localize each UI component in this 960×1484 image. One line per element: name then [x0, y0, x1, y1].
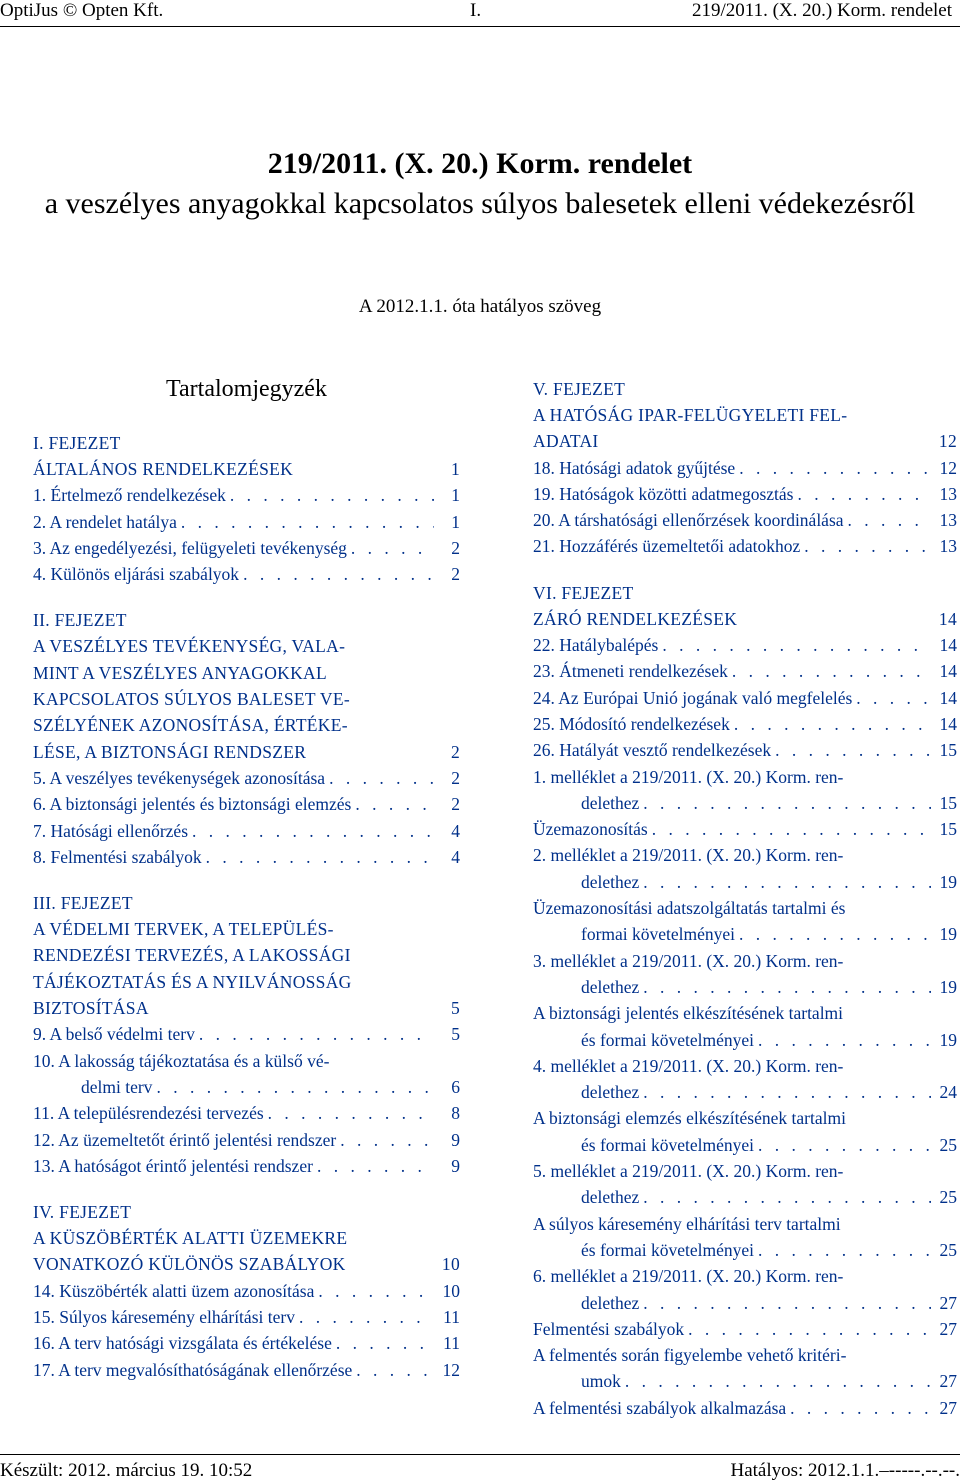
toc-entry-link[interactable] — [33, 535, 460, 561]
entry-page-number: 2 — [451, 767, 460, 788]
entry-label: és formai követelményei — [581, 1134, 754, 1155]
toc-entry-link[interactable] — [533, 1368, 957, 1394]
entry-label: 21. Hozzáférés üzemeltetői adatokhoz — [533, 536, 801, 557]
toc-entry-link[interactable]: 5. melléklet a 219/2011. (X. 20.) Korm. ren- — [533, 1161, 844, 1182]
entry-page-number: 15 — [939, 740, 957, 761]
entry-label: 15. Súlyos káresemény elhárítási terv — [33, 1307, 295, 1328]
title-line-1: 219/2011. (X. 20.) Korm. rendelet — [267, 147, 693, 180]
entry-label: Felmentési szabályok — [533, 1318, 685, 1339]
entry-label: delethez — [581, 871, 640, 892]
toc-entry-link[interactable]: 1. melléklet a 219/2011. (X. 20.) Korm. ren- — [533, 766, 844, 787]
dot-leader — [732, 658, 931, 684]
entry-page-number: 19 — [939, 924, 957, 945]
dot-leader — [848, 507, 931, 533]
entry-page-number: 27 — [939, 1397, 957, 1418]
toc-entry-link[interactable] — [33, 818, 460, 844]
entry-page-number: 14 — [939, 713, 957, 734]
toc-chapter — [33, 607, 460, 870]
dot-leader — [268, 1100, 434, 1126]
chapter-number-link[interactable]: III. FEJEZET — [33, 893, 133, 914]
toc-entry-link[interactable] — [533, 455, 957, 481]
entry-label: 7. Hatósági ellenőrzés — [33, 820, 189, 841]
entry-label: 6. A biztonsági jelentés és biztonsági elemzés — [33, 794, 352, 815]
toc-title: Tartalomjegyzék — [166, 376, 327, 402]
dot-leader — [739, 921, 931, 947]
entry-page-number: 5 — [451, 1024, 460, 1045]
toc-entry-link[interactable] — [533, 1316, 957, 1342]
entry-label: 2. A rendelet hatálya — [33, 511, 177, 532]
entry-page-number: 25 — [939, 1134, 957, 1155]
entry-label: 19. Hatóságok közötti adatmegosztás — [533, 483, 794, 504]
toc-entry-link[interactable] — [533, 816, 957, 842]
toc-entry-link[interactable] — [533, 711, 957, 737]
toc-entry-link[interactable] — [533, 1079, 957, 1105]
entry-label: 20. A társhatósági ellenőrzések koordinálása — [533, 510, 844, 531]
toc-entry-link[interactable] — [33, 561, 460, 587]
entry-label: delethez — [581, 792, 640, 813]
toc-entry-link[interactable]: 2. melléklet a 219/2011. (X. 20.) Korm. ren- — [533, 845, 844, 866]
entry-page-number: 14 — [939, 687, 957, 708]
chapter-title-text: A KÜSZÖBÉRTÉK ALATTI ÜZEMEKRE — [33, 1228, 348, 1249]
dot-leader — [340, 1127, 434, 1153]
entry-label: 18. Hatósági adatok gyűjtése — [533, 457, 736, 478]
dot-leader — [775, 737, 931, 763]
dot-leader — [192, 818, 434, 844]
chapter-title-text: A VÉDELMI TERVEK, A TELEPÜLÉS- — [33, 919, 334, 940]
chapter-page-number: 12 — [938, 431, 957, 452]
dot-leader — [804, 533, 931, 559]
dot-leader — [643, 974, 931, 1000]
dot-leader — [758, 1237, 931, 1263]
entry-label: 8. Felmentési szabályok — [33, 846, 202, 867]
toc-entry-link[interactable]: Üzemazonosítási adatszolgáltatás tartalmi és — [533, 898, 846, 919]
entry-label: 17. A terv megvalósíthatóságának ellenőrzése — [33, 1359, 353, 1380]
toc-entry-link[interactable]: 3. melléklet a 219/2011. (X. 20.) Korm. ren- — [533, 950, 844, 971]
dot-leader — [329, 765, 434, 791]
entry-label: A felmentési szabályok alkalmazása — [533, 1397, 787, 1418]
chapter-title-link[interactable] — [533, 402, 957, 428]
entry-label: 11. A településrendezési tervezés — [33, 1103, 264, 1124]
entry-page-number: 19 — [939, 871, 957, 892]
chapter-title-link[interactable] — [33, 686, 460, 712]
dot-leader — [856, 685, 931, 711]
toc-entry-link[interactable] — [533, 1132, 957, 1158]
toc-entry-link[interactable] — [33, 1021, 460, 1047]
chapter-title-text: SZÉLYÉNEK AZONOSÍTÁSA, ÉRTÉKE- — [33, 715, 348, 736]
entry-page-number: 9 — [451, 1155, 460, 1176]
dot-leader — [318, 1278, 434, 1304]
chapter-title-text: A HATÓSÁG IPAR-FELÜGYELETI FEL- — [533, 405, 848, 425]
entry-page-number: 19 — [939, 976, 957, 997]
toc-entry-link[interactable] — [33, 1304, 460, 1330]
dot-leader — [758, 1132, 931, 1158]
toc-chapter — [533, 580, 957, 1421]
toc-entry-link[interactable] — [33, 1074, 460, 1100]
toc-entry-link[interactable]: 4. melléklet a 219/2011. (X. 20.) Korm. ren- — [533, 1055, 844, 1076]
chapter-title-text: RENDEZÉSI TERVEZÉS, A LAKOSSÁGI — [33, 945, 351, 966]
toc-entry-link[interactable]: 10. A lakosság tájékoztatása és a külső vé- — [33, 1050, 330, 1071]
toc-entry-link[interactable]: A súlyos káresemény elhárítási terv tartalmi — [533, 1213, 841, 1234]
toc-chapter — [33, 430, 460, 587]
footer-effective: Hatályos: 2012.1.1.–-----.--.--. — [730, 1460, 960, 1481]
dot-leader — [734, 711, 931, 737]
dot-leader — [199, 1021, 434, 1047]
toc-entry-link[interactable] — [533, 869, 957, 895]
toc-entry-link[interactable] — [33, 791, 460, 817]
entry-page-number: 9 — [451, 1129, 460, 1150]
dot-leader — [230, 482, 434, 508]
entry-page-number: 27 — [939, 1371, 957, 1392]
entry-label: 1. Értelmező rendelkezések — [33, 485, 226, 506]
toc-entry-link[interactable] — [33, 1153, 460, 1179]
entry-page-number: 12 — [442, 1359, 460, 1380]
dot-leader — [643, 1184, 931, 1210]
dot-leader — [351, 535, 434, 561]
chapter-number-link[interactable]: VI. FEJEZET — [533, 582, 634, 603]
toc-entry-link[interactable] — [533, 533, 957, 559]
toc-entry-link[interactable]: A biztonsági elemzés elkészítésének tartalmi — [533, 1108, 846, 1129]
chapter-title-text: BIZTOSÍTÁSA — [33, 998, 149, 1019]
dot-leader — [643, 1079, 931, 1105]
toc-entry-link[interactable] — [533, 737, 957, 763]
entry-page-number: 1 — [451, 511, 460, 532]
dot-leader — [356, 1357, 434, 1383]
entry-page-number: 11 — [443, 1333, 460, 1354]
toc-entry-link[interactable] — [533, 1027, 957, 1053]
chapter-title-text: KAPCSOLATOS SÚLYOS BALESET VE- — [33, 689, 350, 710]
chapter-title-link[interactable] — [33, 995, 460, 1021]
toc-entry-link[interactable] — [33, 1330, 460, 1356]
chapter-title-link[interactable] — [33, 660, 460, 686]
chapter-title-text: MINT A VESZÉLYES ANYAGOKKAL — [33, 662, 327, 683]
toc-entry-link[interactable] — [33, 1127, 460, 1153]
entry-label: delmi terv — [81, 1076, 153, 1097]
entry-page-number: 6 — [451, 1076, 460, 1097]
entry-label: és formai követelményei — [581, 1029, 754, 1050]
toc-entry-link[interactable] — [33, 1357, 460, 1383]
entry-page-number: 2 — [451, 537, 460, 558]
entry-page-number: 12 — [939, 457, 957, 478]
entry-page-number: 25 — [939, 1239, 957, 1260]
toc-right-column — [533, 376, 957, 1441]
entry-label: 12. Az üzemeltetőt érintő jelentési rendszer — [33, 1129, 337, 1150]
entry-label: 13. A hatóságot érintő jelentési rendszer — [33, 1155, 313, 1176]
entry-page-number: 11 — [443, 1307, 460, 1328]
entry-label: 5. A veszélyes tevékenységek azonosítása — [33, 767, 326, 788]
entry-label: 14. Küszöbérték alatti üzem azonosítása — [33, 1280, 315, 1301]
entry-page-number: 25 — [939, 1187, 957, 1208]
entry-label: 9. A belső védelmi terv — [33, 1024, 195, 1045]
dot-leader — [625, 1368, 931, 1394]
entry-page-number: 14 — [939, 661, 957, 682]
toc-entry-link[interactable] — [533, 921, 957, 947]
toc-entry-link[interactable] — [33, 765, 460, 791]
dot-leader — [336, 1330, 434, 1356]
dot-leader — [181, 509, 434, 535]
entry-page-number: 27 — [939, 1318, 957, 1339]
dot-leader — [156, 1074, 434, 1100]
entry-label: formai követelményei — [581, 924, 736, 945]
dot-leader — [662, 632, 931, 658]
dot-leader — [688, 1316, 931, 1342]
entry-label: delethez — [581, 1082, 640, 1103]
header-right: 219/2011. (X. 20.) Korm. rendelet — [692, 0, 952, 21]
entry-page-number: 14 — [939, 635, 957, 656]
entry-page-number: 15 — [939, 792, 957, 813]
chapter-title-link[interactable] — [33, 712, 460, 738]
entry-label: delethez — [581, 976, 640, 997]
chapter-page-number: 1 — [450, 459, 460, 479]
entry-label: umok — [581, 1371, 621, 1392]
chapter-page-number: 10 — [441, 1254, 460, 1275]
footer-rule — [0, 1454, 960, 1455]
footer-created: Készült: 2012. március 19. 10:52 — [0, 1460, 253, 1481]
chapter-title-text: ÁLTALÁNOS RENDELKEZÉSEK — [33, 459, 294, 479]
entry-page-number: 13 — [939, 483, 957, 504]
dot-leader — [243, 561, 434, 587]
chapter-title-link[interactable] — [533, 606, 957, 632]
entry-label: 26. Hatályát vesztő rendelkezések — [533, 740, 772, 761]
toc-entry-link[interactable] — [533, 1237, 957, 1263]
entry-label: Üzemazonosítás — [533, 819, 648, 840]
entry-label: 22. Hatálybalépés — [533, 635, 659, 656]
toc-entry-link[interactable] — [533, 790, 957, 816]
dot-leader — [652, 816, 931, 842]
chapter-title-text: TÁJÉKOZTATÁS ÉS A NYILVÁNOSSÁG — [33, 971, 352, 992]
chapter-page-number: 5 — [450, 998, 460, 1019]
chapter-title-text: LÉSE, A BIZTONSÁGI RENDSZER — [33, 741, 307, 762]
entry-label: delethez — [581, 1187, 640, 1208]
chapter-title-link[interactable] — [33, 916, 460, 942]
chapter-title-link[interactable] — [533, 428, 957, 454]
entry-page-number: 15 — [939, 819, 957, 840]
toc-chapter — [33, 890, 460, 1179]
entry-page-number: 13 — [939, 510, 957, 531]
title-line-2: a veszélyes anyagokkal kapcsolatos súlyos balesetek elleni védekezésről — [44, 187, 916, 220]
chapter-title-link[interactable] — [33, 1251, 460, 1277]
toc-entry-link[interactable] — [533, 974, 957, 1000]
dot-leader — [798, 481, 932, 507]
entry-page-number: 4 — [451, 846, 460, 867]
toc-entry-link[interactable] — [533, 685, 957, 711]
dot-leader — [643, 790, 931, 816]
chapter-title-link[interactable] — [33, 456, 460, 482]
toc-entry-link[interactable] — [33, 482, 460, 508]
dot-leader — [643, 1290, 931, 1316]
chapter-title-link[interactable] — [33, 969, 460, 995]
toc-entry-link[interactable] — [533, 1395, 957, 1421]
chapter-title-link[interactable] — [33, 1225, 460, 1251]
entry-page-number: 10 — [442, 1280, 460, 1301]
entry-label: 24. Az Európai Unió jogának való megfelelés — [533, 687, 853, 708]
dot-leader — [739, 455, 931, 481]
dot-leader — [355, 791, 434, 817]
toc-entry-link[interactable] — [533, 481, 957, 507]
entry-label: 16. A terv hatósági vizsgálata és értékelése — [33, 1333, 332, 1354]
page-header — [0, 0, 960, 24]
entry-label: és formai követelményei — [581, 1239, 754, 1260]
entry-label: 25. Módosító rendelkezések — [533, 713, 730, 734]
header-center: I. — [470, 0, 482, 21]
entry-page-number: 27 — [939, 1292, 957, 1313]
toc-chapter — [33, 1199, 460, 1383]
chapter-title-link[interactable] — [33, 739, 460, 765]
header-rule — [0, 26, 960, 27]
entry-page-number: 1 — [451, 485, 460, 506]
chapter-page-number: 14 — [938, 608, 957, 629]
chapter-number-link[interactable]: II. FEJEZET — [33, 610, 127, 631]
toc-left-list — [33, 430, 460, 1383]
toc-entry-link[interactable] — [533, 1290, 957, 1316]
toc-entry-link[interactable] — [33, 509, 460, 535]
toc-entry-link[interactable] — [533, 1184, 957, 1210]
chapter-number-link[interactable]: V. FEJEZET — [533, 379, 626, 399]
toc-chapter — [533, 376, 957, 560]
toc-entry-link[interactable]: A biztonsági jelentés elkészítésének tartalmi — [533, 1003, 844, 1024]
toc-entry-link[interactable] — [33, 844, 460, 870]
entry-label: delethez — [581, 1292, 640, 1313]
document-subtitle: A 2012.1.1. óta hatályos szöveg — [358, 296, 602, 317]
chapter-title-text: VONATKOZÓ KÜLÖNÖS SZABÁLYOK — [33, 1254, 346, 1275]
toc-right-list — [533, 376, 957, 1421]
chapter-number-link[interactable]: IV. FEJEZET — [33, 1202, 132, 1223]
entry-page-number: 4 — [451, 820, 460, 841]
entry-label: 4. Különös eljárási szabályok — [33, 564, 240, 585]
entry-label: 3. Az engedélyezési, felügyeleti tevékenység — [33, 537, 347, 558]
toc-entry-link[interactable] — [33, 1100, 460, 1126]
dot-leader — [758, 1027, 931, 1053]
entry-page-number: 2 — [451, 564, 460, 585]
toc-entry-link[interactable] — [533, 507, 957, 533]
toc-entry-link[interactable] — [533, 658, 957, 684]
dot-leader — [206, 844, 434, 870]
chapter-title-text: ADATAI — [533, 431, 599, 452]
dot-leader — [299, 1304, 434, 1330]
entry-page-number: 19 — [939, 1029, 957, 1050]
chapter-title-text: ZÁRÓ RENDELKEZÉSEK — [533, 608, 738, 629]
entry-page-number: 8 — [451, 1103, 460, 1124]
toc-entry-link[interactable]: A felmentés során figyelembe vehető kritéri- — [533, 1345, 847, 1366]
document-title — [0, 144, 960, 224]
entry-page-number: 2 — [451, 794, 460, 815]
entry-page-number: 13 — [939, 536, 957, 557]
header-left: OptiJus © Opten Kft. — [0, 0, 164, 21]
chapter-number-link[interactable]: I. FEJEZET — [33, 433, 121, 453]
toc-entry-link[interactable] — [33, 1278, 460, 1304]
entry-page-number: 24 — [939, 1082, 957, 1103]
chapter-title-text: A VESZÉLYES TEVÉKENYSÉG, VALA- — [33, 636, 346, 657]
dot-leader — [790, 1395, 931, 1421]
dot-leader — [317, 1153, 434, 1179]
toc-left-column — [33, 374, 460, 1403]
entry-label: 23. Átmeneti rendelkezések — [533, 661, 728, 682]
chapter-title-link[interactable] — [33, 633, 460, 659]
dot-leader — [643, 869, 931, 895]
toc-entry-link[interactable]: 6. melléklet a 219/2011. (X. 20.) Korm. ren- — [533, 1266, 844, 1287]
chapter-title-link[interactable] — [33, 942, 460, 968]
chapter-page-number: 2 — [450, 741, 460, 762]
toc-entry-link[interactable] — [533, 632, 957, 658]
